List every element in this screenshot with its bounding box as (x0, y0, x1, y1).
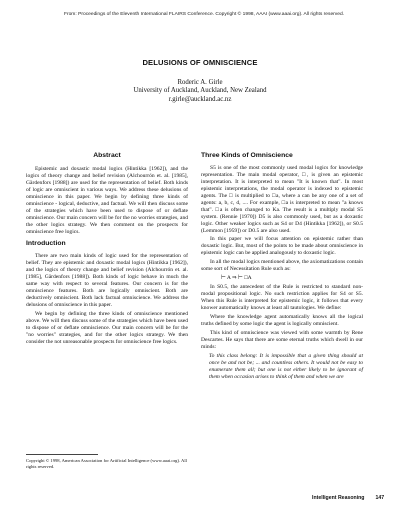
focus-paragraph: In this paper we will focus attention on epistemic rather than doxastic logic. But, most of the points to be made about omniscience in epistemic logic can be applied analogously to doxastic logic. (201, 236, 363, 257)
page-number: 147 (375, 495, 385, 501)
author-name: Roderic A. Girle (177, 79, 223, 86)
introduction-heading: Introduction (26, 240, 66, 248)
intro-paragraph-1: There are two main kinds of logic used for the representation of belief. They are epistemic and doxastic modal logics (Hintikka [1962]), and the logics of theory change and belief revision (Alchourrón et. al. [1985], Gärdenfors [1988]). Both kinds of logic behave in much the same way with respect to several features. Our concern is for the omniscience features. Both are logically omniscient. Both are deductively omniscient. Both lack factual omniscience. We address the delusions of omniscience in this paper. (26, 253, 188, 309)
s05-paragraph: In S0.5, the antecedent of the Rule is restricted to standard non-modal propositional logic. No such restriction applies for S4 or S5. When this Rule is interpreted for epistemic logic, it follows that every knower automatically knows at least all tautologies. We define: (201, 284, 363, 312)
abstract-heading: Abstract (93, 152, 121, 159)
descartes-paragraph: This kind of omniscience was viewed with some warmth by Rene Descartes. He says that there are some eternal truths which dwell in our minds: (201, 329, 363, 350)
author-affiliation: University of Auckland, Auckland, New Zealand (133, 87, 267, 95)
abstract-text: Epistemic and doxastic modal logics (Hintikka [1962]), and the logics of theory change and belief revision (Alchourrón et. al. [1985], Gärdenfors [1988]) are used for the representation of belief. Both kinds of logic are omniscient in various ways. We address these delusions of omniscience in this paper. We begin by defining three kinds of omniscience - logical, deductive, and factual. We will then discuss some of the strategies which have been used to dispose of or deflate omniscience. Our main concern will be for the no worries strategies, and the other logics strategy. We then comment on the prospects for omniscience free logics. (26, 165, 188, 235)
copyright-notice: Copyright © 1998, American Association for Artificial Intelligence (www.aaai.org). All rights reserved. (26, 458, 187, 469)
left-column (26, 153, 188, 348)
paper-title: DELUSIONS OF OMNISCIENCE (142, 58, 258, 67)
proceedings-header: From: Proceedings of the Eleventh International FLAIRS Conference. Copyright © 1998, AAAI (www.aaai.org). All rights reserved. (63, 12, 345, 17)
author-email: r.girle@auckland.ac.nz (168, 95, 232, 103)
s5-paragraph: S5 is one of the most commonly used modal logics for knowledge representation. The main modal operator, □, is given an epistemic interpretation. It is interpreted to mean "It is known that". In most epistemic interpretations, the modal operator is indexed to epistemic agents. The □ is multiplied to □a, where a can be any one of a set of agents: a, b, c, d, .... For example, □a is interpreted to mean "a knows that". □a is often changed to Ka. The result is a multiply modal S5 system. (Rennie [1970]) D5 is also commonly used, but as a doxastic logic. Other weaker logics such as S4 or D4 (Hintikka [1962]), or S0.5 (Lemmon [1959]) or D0.5 are also used. (201, 164, 363, 234)
logical-omniscience-definition: Where the knowledge agent automatically knows all the logical truths defined by some logic the agent is logically omniscient. (201, 314, 363, 327)
descartes-quote: To this class belong: It is impossible that a given thing should at once be and not be; ... and countless others. It would not be easy to enumerate them all; but one is not either likely to be ignorant of them when occasion arises to think of them and when we are (209, 352, 363, 380)
footer-label: Intelligent Reasoning (312, 495, 365, 501)
right-column (201, 153, 363, 383)
intro-paragraph-2: We begin by defining the three kinds of omniscience mentioned above. We will then discuss some of the strategies which have been used to dispose of or deflate omniscience. Our main concern will be for the "no worries" strategies, and for the other logics strategy. We then consider the not unreasonable prospects for omniscience free logics. (26, 311, 188, 345)
author-block (0, 79, 400, 104)
three-kinds-heading: Three Kinds of Omniscience (201, 152, 293, 159)
necessitation-rule-formula: ⊢ A ⇒ ⊢ □A (221, 275, 252, 282)
necessitation-paragraph: In all the modal logics mentioned above, the axiomatizations contain some sort of Necessitation Rule such as: (201, 259, 363, 273)
footnote-divider (26, 454, 98, 455)
page-footer (312, 495, 384, 501)
